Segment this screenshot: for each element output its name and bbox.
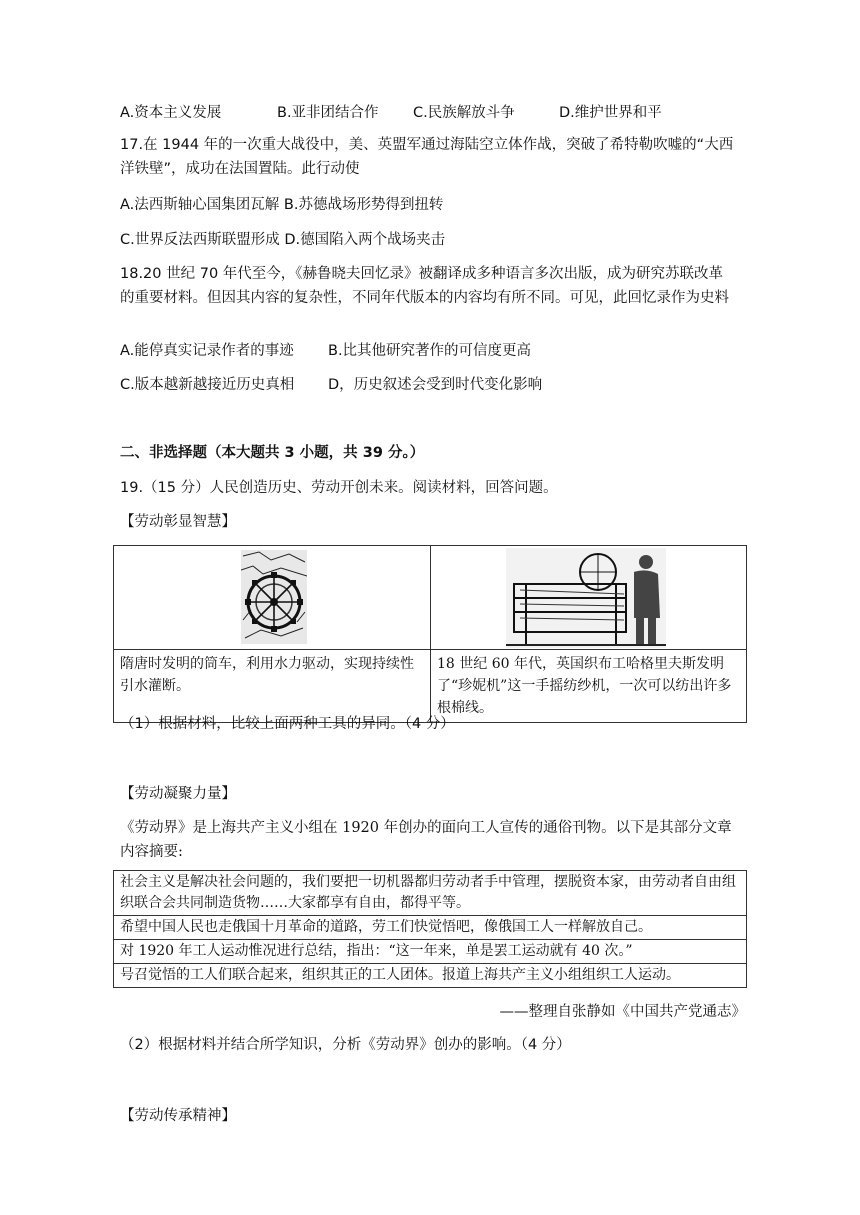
magazine-row: 希望中国人民也走俄国十月革命的道路，劳工们快觉悟吧，像俄国工人一样解放自己。 — [114, 916, 747, 940]
spinning-jenny-illustration — [506, 548, 666, 648]
tool-right-caption: 18 世纪 60 年代，英国织布工哈格里夫斯发明了“珍妮机”这一手摇纺纱机，一次可以纺出许多根棉线。 — [431, 650, 747, 723]
q18-options-ab — [120, 339, 531, 360]
q18-option-b: B.比其他研究著作的可信度更高 — [328, 343, 532, 359]
q18-option-d: D，历史叙述会受到时代变化影响 — [328, 377, 543, 393]
q16-option-c: C.民族解放斗争 — [413, 105, 515, 121]
tools-table — [113, 545, 747, 723]
magazine-row: 号召觉悟的工人们联合起来，组织其正的工人团体。报道上海共产主义小组组织工人运动。 — [114, 964, 747, 988]
q17-stem: 17.在 1944 年的一次重大战役中，美、英盟军通过海陆空立体作战，突破了希特勒吹嘘的“大西洋铁壁”，成功在法国置陆。此行动使 — [120, 137, 734, 177]
q16-options — [120, 101, 662, 122]
q18-stem: 18.20 世纪 70 年代至今，《赫鲁晓夫回忆录》被翻译成多种语言多次出版，成为研究苏联改革 的重要材料。但因其内容的复杂性，不同年代版本的内容均有所不同。可见，此回忆录作为史料 — [120, 266, 729, 306]
q16-option-a: A.资本主义发展 — [120, 105, 222, 121]
magazine-row: 社会主义是解决社会问题的，我们要把一切机器都归劳动者手中管理，摆脱资本家，由劳动者自由组织联合会共同制造货物……大家都享有自由，都得平等。 — [114, 871, 747, 916]
q17-options-ab: A.法西斯轴心国集团瓦解 B.苏德战场形势得到扭转 — [120, 197, 444, 213]
q18-options-cd — [120, 373, 542, 394]
tools-image-cell-right — [431, 546, 747, 650]
source-citation: ——整理自张静如《中国共产党通志》 — [499, 1004, 746, 1020]
q16-option-d: D.维护世界和平 — [559, 105, 662, 121]
magazine-row: 对 1920 年工人运动惟况进行总结，指出：“这一年来，单是罢工运动就有 40 次。” — [114, 940, 747, 964]
q18-option-c: C.版本越新越接近历史真相 — [120, 377, 295, 393]
q19-stem: 19.（15 分）人民创造历史、劳动开创未来。阅读材料，回答问题。 — [120, 480, 558, 496]
part1-heading: 【劳动彰显智慧】 — [120, 514, 236, 530]
section-heading: 二、非选择题（本大题共 3 小题，共 39 分。） — [120, 445, 425, 461]
tools-image-cell-left — [114, 546, 431, 650]
sub-question-1: （1）根据材料，比较上面两种工具的异同。（4 分） — [120, 716, 455, 732]
waterwheel-illustration — [241, 550, 307, 644]
q18-option-a: A.能停真实记录作者的事迹 — [120, 343, 294, 359]
part2-heading: 【劳动凝聚力量】 — [120, 786, 236, 802]
part2-intro: 《劳动界》是上海共产主义小组在 1920 年创办的面向工人宣传的通俗刊物。以下是其部分文章内容摘要: — [120, 820, 732, 860]
q17-options-cd: C.世界反法西斯联盟形成 D.德国陷入两个战场夹击 — [120, 232, 446, 248]
magazine-excerpt-table — [113, 870, 747, 988]
tool-left-caption: 隋唐时发明的筒车，利用水力驱动，实现持续性引水灌断。 — [114, 650, 431, 723]
part3-heading: 【劳动传承精神】 — [120, 1108, 236, 1124]
q16-option-b: B.亚非团结合作 — [277, 105, 379, 121]
sub-question-2: （2）根据材料并结合所学知识，分析《劳动界》创办的影响。（4 分） — [120, 1037, 571, 1053]
